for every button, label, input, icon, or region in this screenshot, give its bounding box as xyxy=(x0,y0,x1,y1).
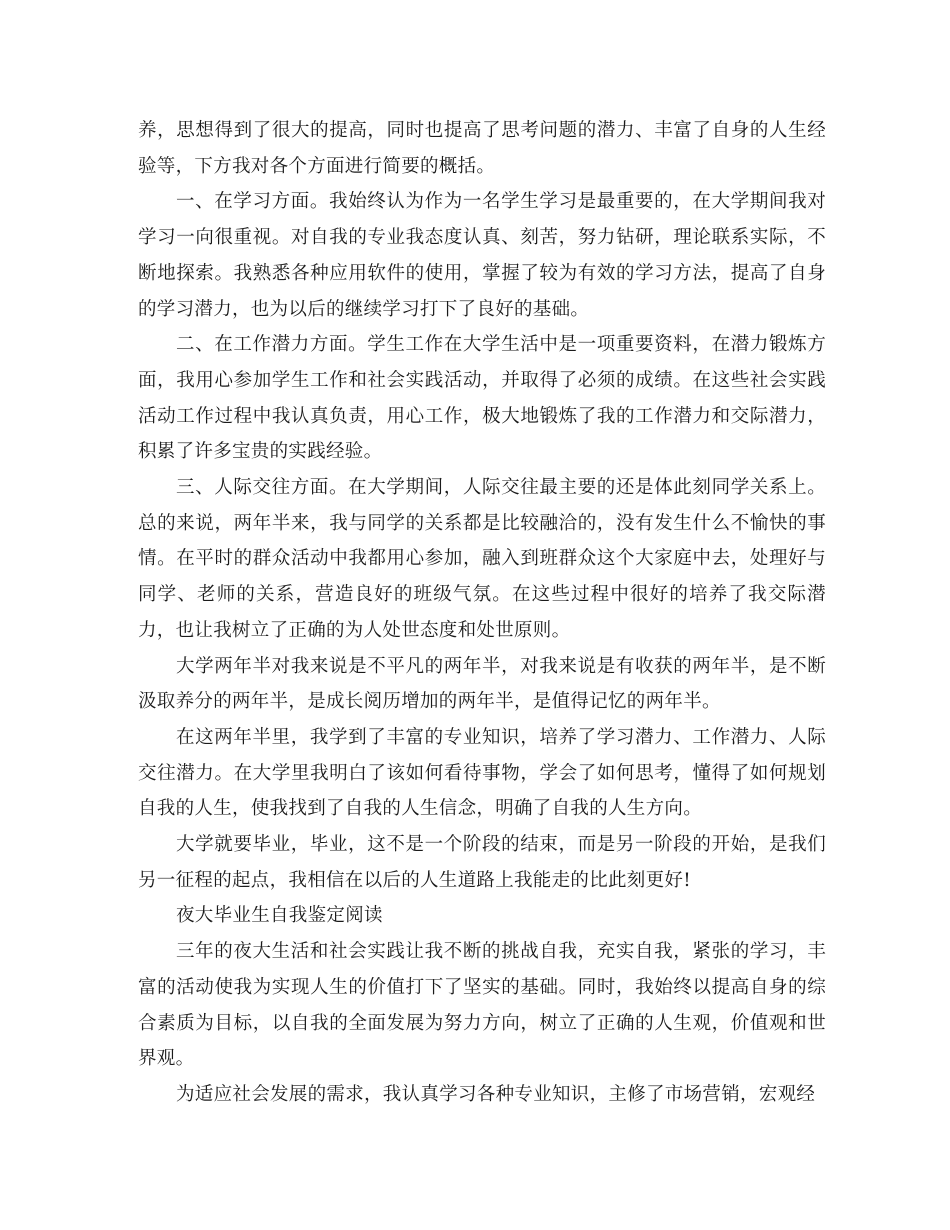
paragraph-graduation: 大学就要毕业，毕业，这不是一个阶段的结束，而是另一阶段的开始，是我们另一征程的起点，我相信在以后的人生道路上我能走的比此刻更好! xyxy=(138,834,826,891)
paragraph-study: 一、在学习方面。我始终认为作为一名学生学习是最重要的，在大学期间我对学习一向很重视。对自我的专业我态度认真、刻苦，努力钻研，理论联系实际，不断地探索。我熟悉各种应用软件的使用，掌握了较为有效的学习方法，提高了自身的学习潜力，也为以后的继续学习打下了良好的基础。 xyxy=(138,191,826,320)
paragraph-continuation: 养，思想得到了很大的提高，同时也提高了思考问题的潜力、丰富了自身的人生经验等，下方我对各个方面进行简要的概括。 xyxy=(138,120,826,177)
paragraph-two-and-half-years: 大学两年半对我来说是不平凡的两年半，对我来说是有收获的两年半，是不断汲取养分的两年半，是成长阅历增加的两年半，是值得记忆的两年半。 xyxy=(138,655,826,713)
paragraph-night-school: 三年的夜大生活和社会实践让我不断的挑战自我，充实自我，紧张的学习，丰富的活动使我为实现人生的价值打下了坚实的基础。同时，我始终以提高自身的综合素质为目标，以自我的全面发展为努力方向，树立了正确的人生观，价值观和世界观。 xyxy=(138,941,826,1070)
body-text xyxy=(138,113,826,1113)
paragraph-social-needs: 为适应社会发展的需求，我认真学习各种专业知识，主修了市场营销，宏观经 xyxy=(176,1083,816,1105)
paragraph-interpersonal: 三、人际交往方面。在大学期间，人际交往最主要的还是体此刻同学关系上。总的来说，两年半来，我与同学的关系都是比较融洽的，没有发生什么不愉快的事情。在平时的群众活动中我都用心参加，融入到班群众这个大家庭中去，处理好与同学、老师的关系，营造良好的班级气氛。在这些过程中很好的培养了我交际潜力，也让我树立了正确的为人处世态度和处世原则。 xyxy=(138,477,826,641)
paragraph-knowledge: 在这两年半里，我学到了丰富的专业知识，培养了学习潜力、工作潜力、人际交往潜力。在大学里我明白了该如何看待事物，学会了如何思考，懂得了如何规划自我的人生，使我找到了自我的人生信念，明确了自我的人生方向。 xyxy=(138,726,826,820)
section-heading: 夜大毕业生自我鉴定阅读 xyxy=(176,905,383,927)
paragraph-work-ability: 二、在工作潜力方面。学生工作在大学生活中是一项重要资料，在潜力锻炼方面，我用心参加学生工作和社会实践活动，并取得了必须的成绩。在这些社会实践活动工作过程中我认真负责，用心工作，极大地锻炼了我的工作潜力和交际潜力，积累了许多宝贵的实践经验。 xyxy=(138,334,826,463)
